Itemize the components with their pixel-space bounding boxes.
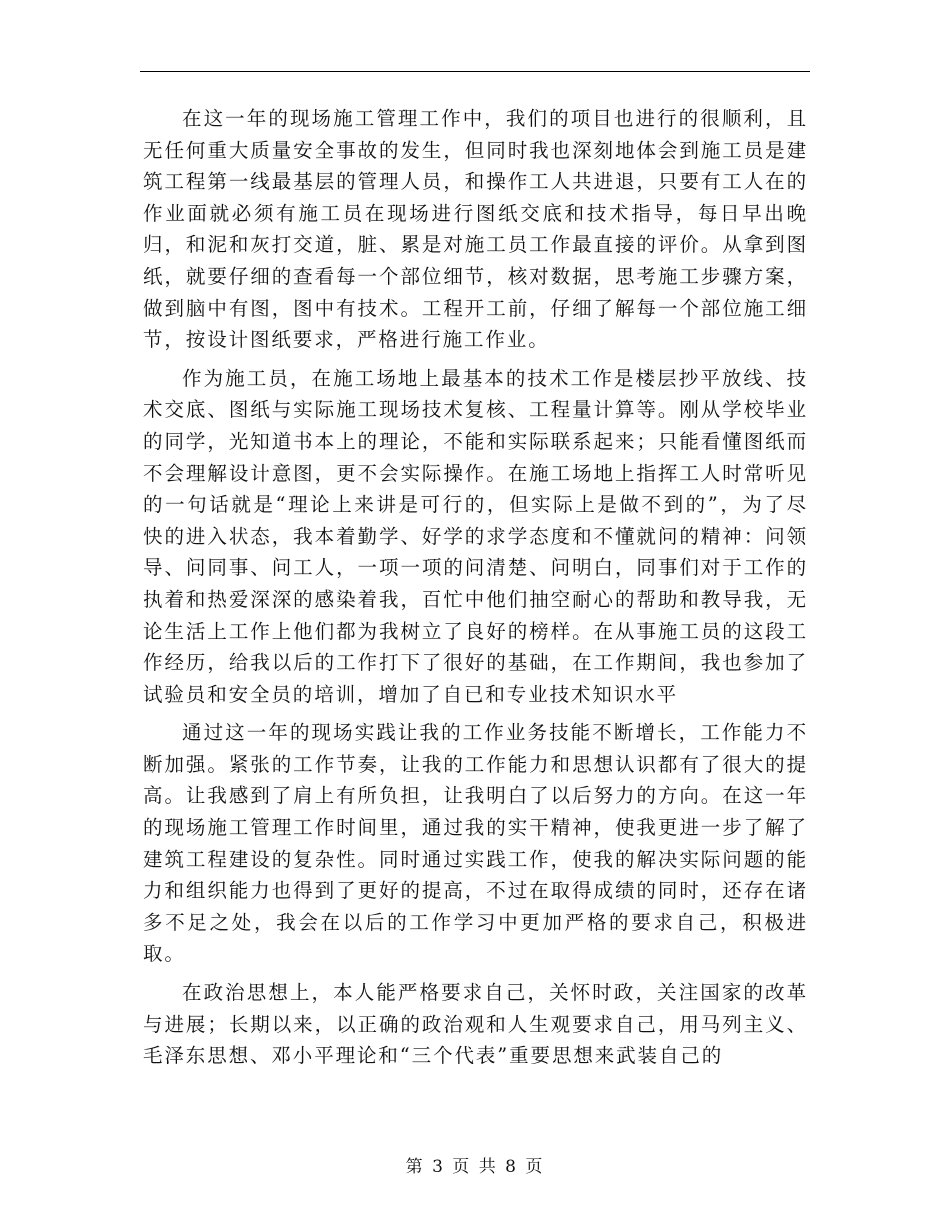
document-body [143,103,808,1079]
header-rule [140,71,810,72]
paragraph-4: 在政治思想上，本人能严格要求自己，关怀时政，关注国家的改革与进展；长期以来，以正确的政治观和人生观要求自己，用马列主义、毛泽东思想、邓小平理论和“三个代表”重要思想来武装自己的 [143,981,808,1068]
paragraph-3: 通过这一年的现场实践让我的工作业务技能不断增长，工作能力不断加强。紧张的工作节奏，让我的工作能力和思想认识都有了很大的提高。让我感到了肩上有所负担，让我明白了以后努力的方向。在这一年的现场施工管理工作时间里，通过我的实干精神，使我更进一步了解了建筑工程建设的复杂性。同时通过实践工作，使我的解决实际问题的能力和组织能力也得到了更好的提高，不过在取得成绩的同时，还存在诸多不足之处，我会在以后的工作学习中更加严格的要求自己，积极进取。 [143,721,808,966]
page-number-footer: 第 3 页 共 8 页 [405,1157,545,1177]
paragraph-1: 在这一年的现场施工管理工作中，我们的项目也进行的很顺利，且无任何重大质量安全事故的发生，但同时我也深刻地体会到施工员是建筑工程第一线最基层的管理人员，和操作工人共进退，只要有工人在的作业面就必须有施工员在现场进行图纸交底和技术指导，每日早出晚归，和泥和灰打交道，脏、累是对施工员工作最直接的评价。从拿到图纸，就要仔细的查看每一个部位细节，核对数据，思考施工步骤方案，做到脑中有图，图中有技术。工程开工前，仔细了解每一个部位施工细节，按设计图纸要求，严格进行施工作业。 [143,107,808,352]
paragraph-2: 作为施工员，在施工场地上最基本的技术工作是楼层抄平放线、技术交底、图纸与实际施工现场技术复核、工程量计算等。刚从学校毕业的同学，光知道书本上的理论，不能和实际联系起来；只能看懂图纸而不会理解设计意图，更不会实际操作。在施工场地上指挥工人时常听见的一句话就是“理论上来讲是可行的，但实际上是做不到的”，为了尽快的进入状态，我本着勤学、好学的求学态度和不懂就问的精神：问领导、问同事、问工人，一项一项的问清楚、问明白，同事们对于工作的执着和热爱深深的感染着我，百忙中他们抽空耐心的帮助和教导我，无论生活上工作上他们都为我树立了良好的榜样。在从事施工员的这段工作经历，给我以后的工作打下了很好的基础，在工作期间，我也参加了试验员和安全员的培训，增加了自已和专业技术知识水平 [143,366,808,706]
